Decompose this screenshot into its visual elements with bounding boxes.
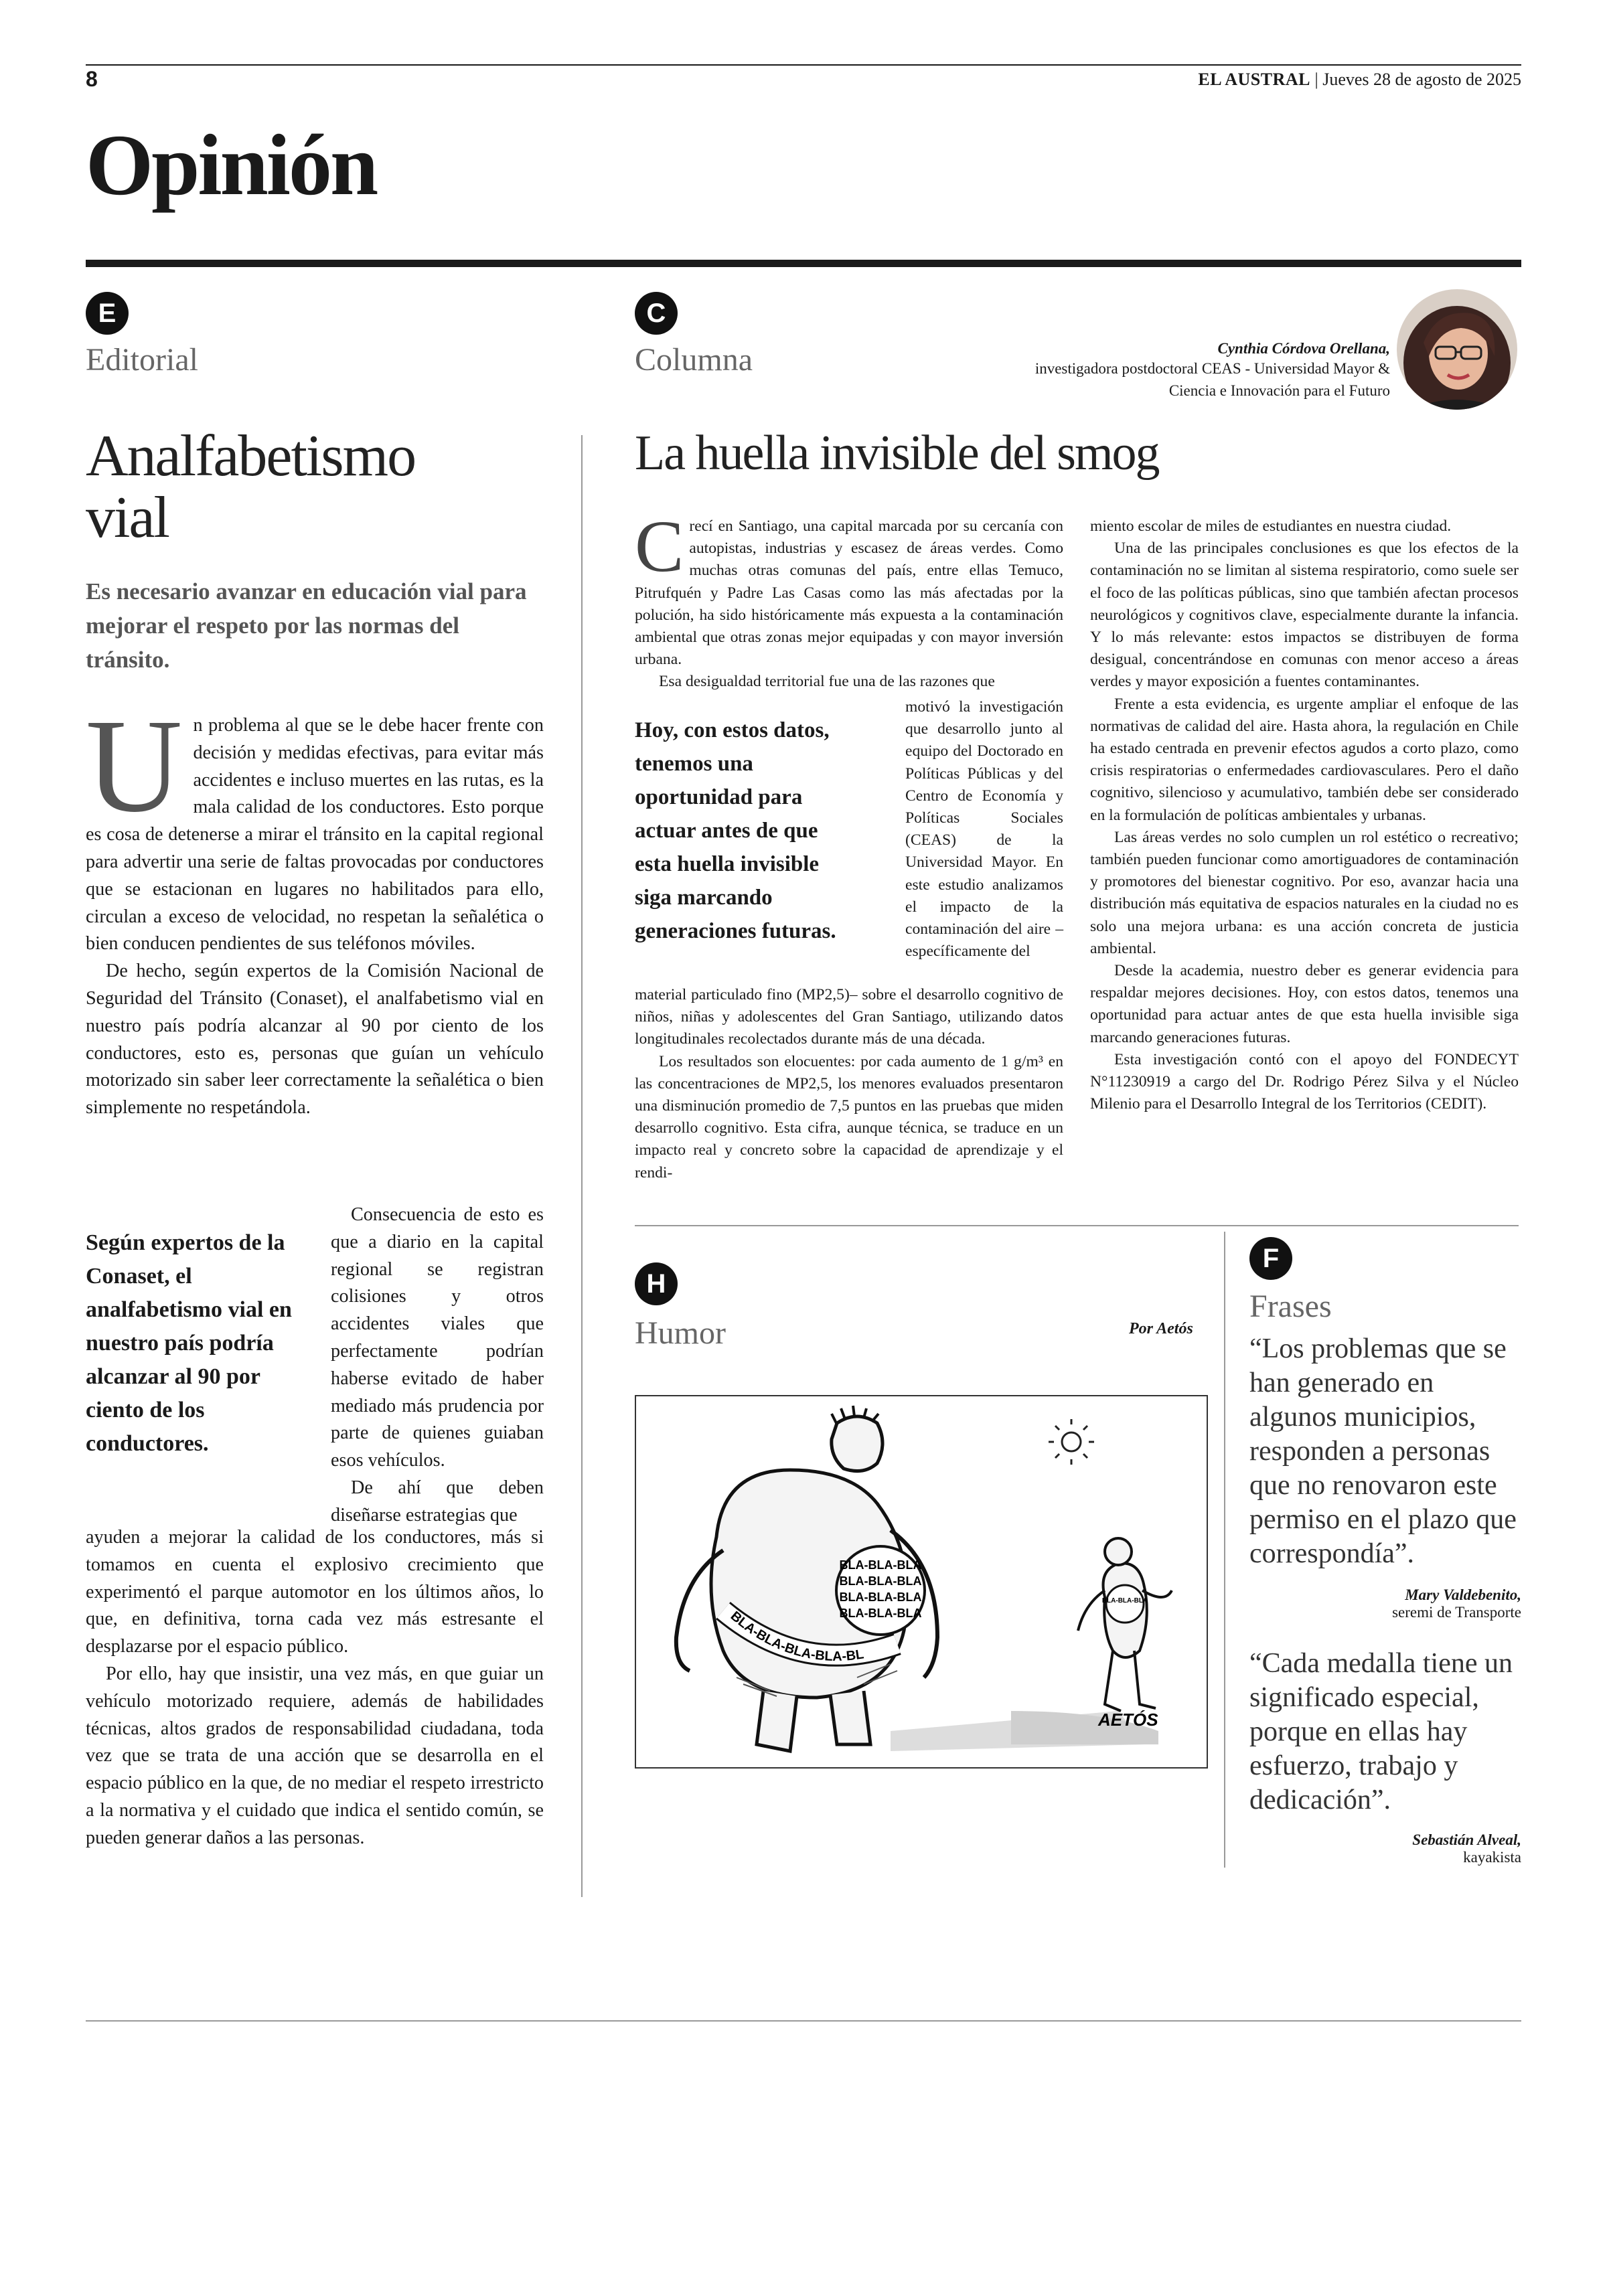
column-headline: La huella invisible del smog	[635, 426, 1159, 481]
editorial-body-top	[86, 692, 544, 1122]
publication-dateline	[1198, 70, 1521, 90]
column-paragraph-2-start: Esa desigualdad territorial fue una de las razones que	[659, 673, 995, 691]
editorial-paragraph-5: Por ello, hay que insistir, una vez más, en que guiar un vehículo motorizado requiere, además de habilidades técnicas, altos grados de responsabilidad ciudadana, toda vez que se trata de una acción que se desarrolla en el espacio público en la que, de no mediar el respeto irrestricto a la normativa y el cuidado que indica el sentido común, se pueden generar daños a las personas.	[86, 1663, 544, 1848]
frases-quote-1-role: seremi de Transporte	[1392, 1604, 1521, 1621]
column-paragraph-1-text: recí en Santiago, una capital marcada por su cercanía con autopistas, industrias y escasez de áreas verdes. Como muchas otras comunas del país, entre ellas Temuco, Pitrufquén y Padre Las Casas como las más afectadas por la polución, ha sido históricamente más expuesta a la contaminación ambiental que otras zonas mejor equipadas y con mayor inversión urbana.	[635, 517, 1063, 669]
column-paragraph-1	[635, 505, 1063, 671]
header-top-rule	[86, 64, 1521, 66]
cartoon-belt-text: BLA-BLA-BLA-BLA-BL	[727, 1609, 865, 1664]
editorial-paragraph-1	[86, 692, 544, 958]
editorial-column-divider	[581, 435, 583, 1897]
cartoon-balloon-text-2: BLA-BLA-BLA	[839, 1574, 922, 1588]
editorial-kicker: Editorial	[86, 342, 198, 378]
page-number: 8	[86, 67, 98, 91]
cartoon-small-balloon-text: BLA-BLA-BLA	[1101, 1597, 1148, 1605]
editorial-paragraph-1-text: n problema al que se le debe hacer frente con decisión y medidas efectivas, para evitar más accidentes e incluso muertes en las rutas, es la mala calidad de los conductores. Esto porque es cosa de detenerse a mirar el tránsito en la capital regional para advertir una serie de faltas provocadas por conductores que se estacionan en lugares no habilitados para ello, circulan a exceso de velocidad, no respetan la señalética o bien conducen pendientes de sus teléfonos móviles.	[86, 715, 544, 955]
column-col2	[1090, 515, 1519, 1115]
editorial-badge: E	[86, 292, 129, 335]
editorial-narrow-column	[331, 1202, 544, 1530]
column-dropcap: C	[635, 505, 684, 587]
cartoon-balloon-text-3: BLA-BLA-BLA	[839, 1590, 922, 1604]
editorial-paragraph-3: Consecuencia de esto es que a diario en la capital regional se registran colisiones y otros accidentes viales que perfectamente podrían haberse evitado de haber mediado más prudencia por parte de quienes guiaban esos vehículos.	[331, 1204, 544, 1471]
column-kicker: Columna	[635, 342, 753, 378]
editorial-paragraph-4-start: De ahí que deben diseñarse estrategias que	[331, 1477, 544, 1526]
column-col1-top	[635, 505, 1063, 693]
cartoon-balloon-text-1: BLA-BLA-BLA	[839, 1558, 922, 1572]
frases-quote-2-attribution	[1253, 1831, 1521, 1866]
editorial-dropcap: U	[86, 692, 183, 840]
column-col2-paragraph-3: Frente a esta evidencia, es urgente ampliar el enfoque de las normativas de calidad del aire. Hasta ahora, la regulación en Chile ha estado centrada en prevenir efectos agudos a corto plazo, como crisis respiratorias o enfermedades cardiovasculares. Pero el daño cognitivo, silencioso y acumulativo, también debe ser considerado en la formulación de políticas ambientales y urbanas.	[1090, 695, 1519, 824]
column-col2-paragraph-6: Esta investigación contó con el apoyo del FONDECYT N°11230919 a cargo del Dr. Rodrigo Pérez Silva y el Núcleo Milenio para el Desarrollo Integral de los Territorios (CEDIT).	[1090, 1050, 1519, 1113]
frases-quote-2-author: Sebastián Alveal,	[1412, 1831, 1521, 1848]
frases-quote-1: “Los problemas que se han generado en algunos municipios, responden a personas que no renovaron este permiso en el plazo que correspondía”.	[1249, 1333, 1517, 1569]
column-paragraph-2-narrow: motivó la investigación que desarrollo junto al equipo del Doctorado en Políticas Públicas y del Centro de Economía y Políticas Sociales (CEAS) de la Universidad Mayor. En este estudio analizamos el impacto de la contaminación del aire –específicamente del	[905, 698, 1063, 961]
frases-quote-1-author: Mary Valdebenito,	[1405, 1586, 1521, 1603]
column-author-role: investigadora postdoctoral CEAS - Universidad Mayor & Ciencia e Innovación para el Futuro	[1035, 360, 1390, 399]
editorial-paragraph-2: De hecho, según expertos de la Comisión Nacional de Seguridad del Tránsito (Conaset), el analfabetismo vial en nuestro país podría alcanzar al 90 por ciento de los conductores, esto es, personas que guían un vehículo motorizado sin saber leer correctamente la señalética o bien simplemente no respetándola.	[86, 961, 544, 1119]
humor-cartoon	[635, 1395, 1208, 1769]
frases-column-divider	[1224, 1232, 1225, 1868]
column-paragraph-3: Los resultados son elocuentes: por cada aumento de 1 g/m³ en las concentraciones de MP2,5, los menores evaluados presentaron una disminución promedio de 7,5 puntos en las pruebas que miden desarrollo cognitivo. Esta cifra, aunque técnica, se traduce en un impacto real y concreto sobre la capacidad de aprendizaje y el rendi-	[635, 1052, 1063, 1181]
frases-badge: F	[1249, 1237, 1292, 1280]
cartoon-signature: AETÓS	[1098, 1710, 1158, 1730]
editorial-deck: Es necesario avanzar en educación vial para mejorar el respeto por las normas del tránsito.	[86, 578, 527, 673]
editorial-headline: Analfabetismo vial	[86, 424, 416, 550]
frases-quote-2: “Cada medalla tiene un significado especial, porque en ellas hay esfuerzo, trabajo y dedicación”.	[1249, 1648, 1513, 1815]
column-author-block	[1015, 340, 1390, 402]
editorial-body-bottom	[86, 1524, 544, 1852]
frases-kicker: Frases	[1249, 1289, 1332, 1324]
frases-quote-1-attribution	[1253, 1586, 1521, 1621]
dateline-separator: |	[1310, 70, 1323, 89]
publication-date: Jueves 28 de agosto de 2025	[1322, 70, 1521, 89]
frases-quote-2-role: kayakista	[1463, 1849, 1521, 1866]
cartoon-balloon-text-4: BLA-BLA-BLA	[839, 1607, 922, 1620]
humor-kicker: Humor	[635, 1315, 726, 1351]
section-title: Opinión	[86, 117, 377, 214]
column-author-avatar	[1397, 289, 1517, 410]
column-col2-paragraph-5: Desde la academia, nuestro deber es generar evidencia para respaldar mejores decisiones. Hoy, con estos datos, tenemos una oportunidad para actuar antes de que esta huella invisible siga marcando generaciones futuras.	[1090, 962, 1519, 1046]
column-bottom-rule	[635, 1225, 1519, 1226]
column-pull-quote: Hoy, con estos datos, tenemos una oportunidad para actuar antes de que esta huella invisible siga marcando generaciones futuras.	[635, 718, 836, 943]
humor-byline: Por Aetós	[1129, 1320, 1193, 1337]
column-badge: C	[635, 292, 678, 335]
humor-badge: H	[635, 1262, 678, 1305]
footer-rule	[86, 2020, 1521, 2022]
column-author-name: Cynthia Córdova Orellana,	[1217, 340, 1390, 357]
column-col1-bottom	[635, 984, 1063, 1184]
cartoon-illustration-icon	[636, 1396, 1207, 1767]
editorial-pull-quote: Según expertos de la Conaset, el analfabetismo vial en nuestro país podría alcanzar al 90 por ciento de los conductores.	[86, 1230, 292, 1456]
column-col2-paragraph-1: miento escolar de miles de estudiantes en nuestra ciudad.	[1090, 517, 1452, 535]
column-paragraph-2-wide: material particulado fino (MP2,5)– sobre el desarrollo cognitivo de niños, niñas y adolescentes del Gran Santiago, utilizando datos longitudinales recolectados durante más de una década.	[635, 986, 1063, 1048]
section-thick-rule	[86, 260, 1521, 267]
column-col2-paragraph-4: Las áreas verdes no solo cumplen un rol estético o recreativo; también pueden funcionar como amortiguadores de contaminación y promotores del bienestar cognitivo. Por eso, avanzar hacia una distribución más equitativa de espacios naturales en la ciudad no es solo una mejora urbana: es una acción concreta de justicia ambiental.	[1090, 828, 1519, 957]
column-narrow-column	[905, 696, 1063, 963]
editorial-paragraph-4-cont: ayuden a mejorar la calidad de los conductores, más si tomamos en cuenta el explosivo crecimiento que experimentó el parque automotor en los últimos años, lo que, en definitiva, torna cada vez más estresante el desplazarse por el espacio público.	[86, 1527, 544, 1657]
publication-name: EL AUSTRAL	[1198, 70, 1310, 89]
column-col2-paragraph-2: Una de las principales conclusiones es que los efectos de la contaminación no se limitan al sistema respiratorio, como suele ser el foco de las políticas públicas, sino que también afectan procesos neurológicos y cognitivos clave, especialmente durante la infancia. Y lo más relevante: estos impactos se distribuyen de forma desigual, concentrándose en comunas con menor acceso a áreas verdes y mayor exposición a fuentes contaminantes.	[1090, 540, 1519, 691]
author-portrait-icon	[1397, 289, 1517, 410]
